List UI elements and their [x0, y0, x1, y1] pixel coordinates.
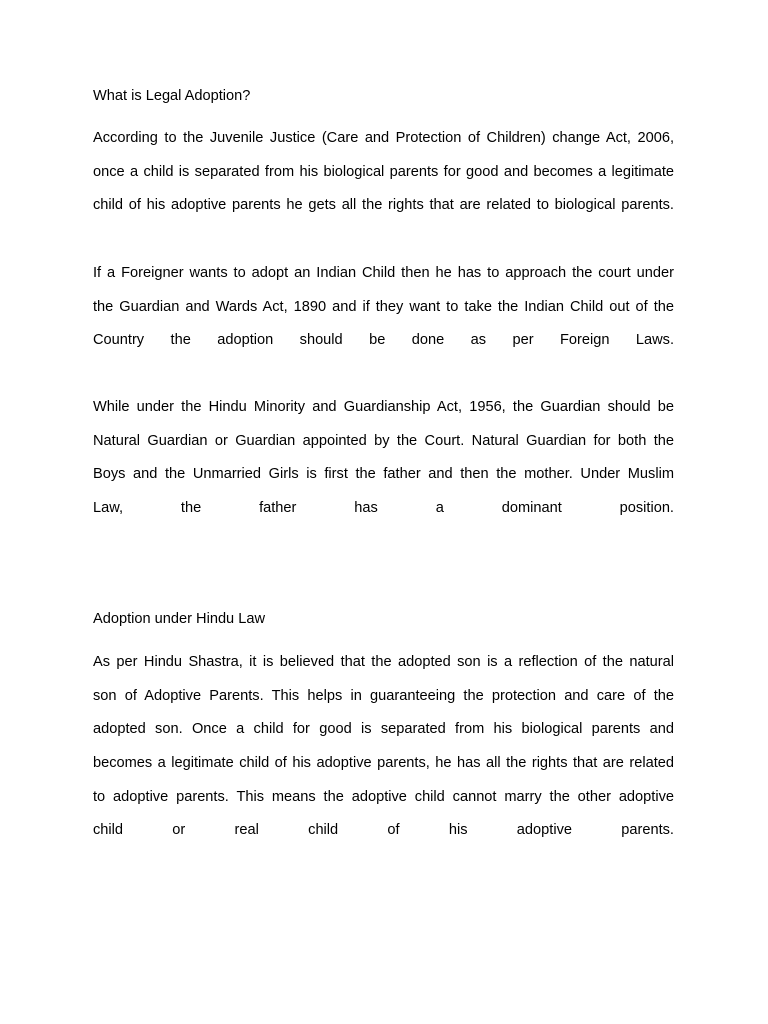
text-line: once a child is separated from his biological parents for good and becomes a legitimate — [93, 163, 674, 180]
paragraph-hindu-shastra — [93, 646, 674, 848]
text-line: According to the Juvenile Justice (Care and Protection of Children) change Act, 2006, — [93, 130, 674, 146]
text-line: child of his adoptive parents he gets all the rights that are related to biological parents. — [93, 197, 674, 214]
text-line: As per Hindu Shastra, it is believed that the adopted son is a reflection of the natural — [93, 654, 674, 670]
text-line: adopted son. Once a child for good is separated from his biological parents and — [93, 721, 674, 738]
text-line: If a Foreigner wants to adopt an Indian Child then he has to approach the court under — [93, 265, 674, 281]
section-heading-legal-adoption: What is Legal Adoption? — [93, 88, 251, 104]
paragraph-foreigner-adoption — [93, 257, 674, 358]
text-line: to adoptive parents. This means the adoptive child cannot marry the other adoptive — [93, 788, 674, 805]
text-line: child or real child of his adoptive parents. — [93, 822, 674, 839]
text-line: Natural Guardian or Guardian appointed by the Court. Natural Guardian for both the — [93, 432, 674, 449]
paragraph-guardianship — [93, 391, 674, 526]
text-line: Country the adoption should be done as per Foreign Laws. — [93, 332, 674, 349]
text-line: Law, the father has a dominant position. — [93, 500, 674, 517]
section-heading-hindu-law: Adoption under Hindu Law — [93, 611, 266, 627]
text-line: son of Adoptive Parents. This helps in guaranteeing the protection and care of the — [93, 687, 674, 704]
text-line: becomes a legitimate child of his adoptive parents, he has all the rights that are related — [93, 755, 674, 772]
text-line: While under the Hindu Minority and Guardianship Act, 1956, the Guardian should be — [93, 399, 674, 415]
text-line: the Guardian and Wards Act, 1890 and if they want to take the Indian Child out of the — [93, 298, 674, 315]
text-line: Boys and the Unmarried Girls is first the father and then the mother. Under Muslim — [93, 466, 674, 483]
paragraph-juvenile-justice — [93, 122, 674, 223]
